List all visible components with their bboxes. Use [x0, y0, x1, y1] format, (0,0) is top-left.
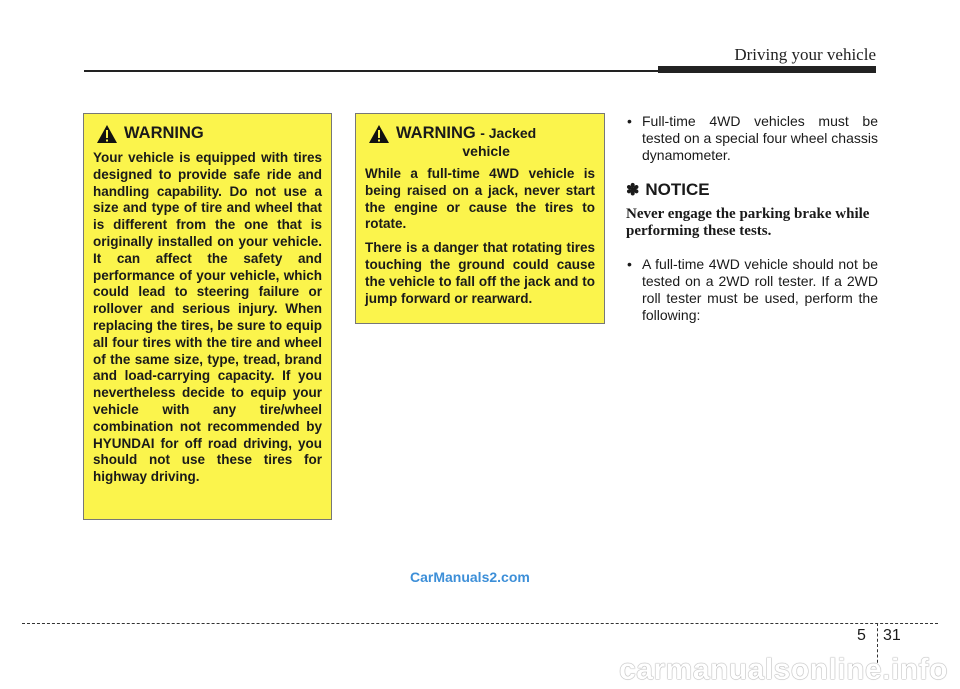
- bullet-text: Full-time 4WD vehicles must be tested on a special four wheel chassis dynamometer.: [642, 113, 878, 163]
- warning-box-tires: [83, 113, 332, 520]
- warning-triangle-icon: [368, 124, 390, 144]
- warning-subtitle-cont: vehicle: [462, 143, 510, 159]
- bullet-dot: •: [627, 256, 632, 272]
- page-header-title: Driving your vehicle: [734, 45, 876, 64]
- warning-title-group: [396, 123, 536, 160]
- warning-paragraph: There is a danger that rotating tires touching the ground could cause the vehicle to fall off the jack and to jump forward or rearward.: [365, 240, 595, 306]
- right-column: [626, 113, 878, 340]
- warning-title: WARNING: [396, 124, 476, 142]
- notice-title: NOTICE: [645, 180, 710, 199]
- section-number: 5: [857, 627, 866, 644]
- warning-title: WARNING: [124, 124, 204, 142]
- bullet-text: A full-time 4WD vehicle should not be tested on a 2WD roll tester. If a 2WD roll tester must be used, perform the following:: [642, 256, 878, 323]
- page-number: 31: [883, 627, 901, 644]
- warning-header: [93, 123, 322, 144]
- footer-dashed-rule: [22, 623, 938, 624]
- header-rule-thin: [84, 70, 664, 72]
- warning-header: [365, 123, 595, 160]
- warning-subtitle: - Jacked: [480, 125, 537, 141]
- watermark-link[interactable]: CarManuals2.com: [410, 569, 530, 585]
- warning-box-jacked-vehicle: [355, 113, 605, 324]
- notice-asterisk-icon: ✽: [626, 182, 640, 199]
- warning-paragraph: While a full-time 4WD vehicle is being raised on a jack, never start the engine or cause the tires to rotate.: [365, 166, 595, 232]
- bullet-dot: •: [627, 113, 632, 129]
- header-rule-thick: [658, 66, 876, 73]
- notice-text: Never engage the parking brake while performing these tests.: [626, 206, 870, 239]
- site-watermark: carmanualsonline.info: [619, 653, 948, 686]
- notice-heading: [626, 180, 878, 200]
- warning-text: Your vehicle is equipped with tires designed to provide safe ride and handling capability. Do not use a size and type of tire and wheel that is different from the one that is originally installed on your vehicle. It can affect the safety and performance of your vehicle, which could lead to steering failure or rollover and serious injury. When replacing the tires, be sure to equip all four tires with the tire and wheel of the same size, type, tread, brand and load-carrying capacity. If you nevertheless decide to equip your vehicle with any tire/wheel combination not recommended by HYUNDAI for off road driving, you should not use these tires for highway driving.: [93, 150, 322, 485]
- bullet-item: [626, 256, 878, 324]
- warning-triangle-icon: [96, 124, 118, 144]
- bullet-item: [626, 113, 878, 164]
